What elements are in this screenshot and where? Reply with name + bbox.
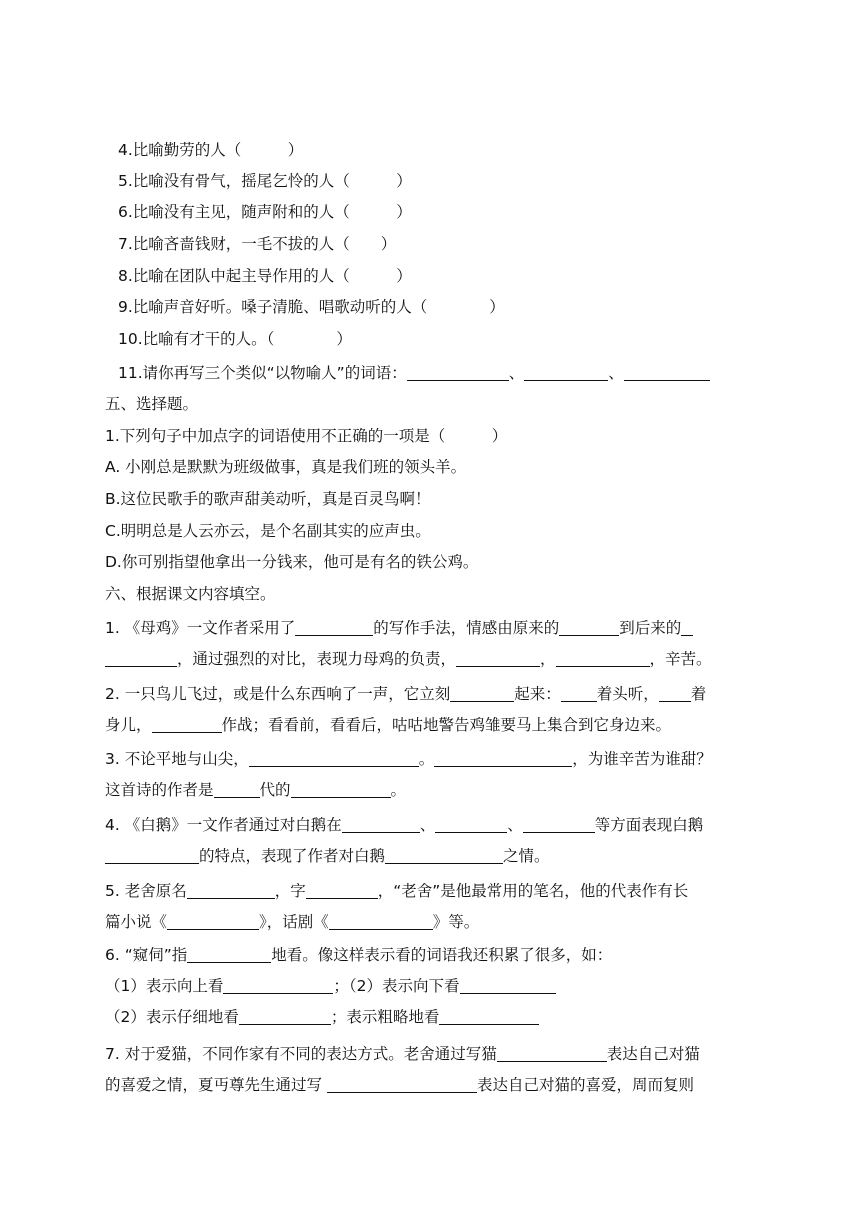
answer-blank[interactable]: [249, 749, 419, 767]
answer-blank[interactable]: [624, 363, 710, 381]
answer-blank[interactable]: [460, 976, 556, 994]
option-c: C.明明总是人云亦云，是个名副其实的应声虫。: [105, 522, 431, 540]
answer-blank[interactable]: [291, 780, 391, 798]
answer-blank[interactable]: [659, 684, 691, 702]
answer-blank[interactable]: [214, 780, 260, 798]
question-10: 10.比喻有才干的人。（ ）: [118, 330, 352, 348]
fill-3-line-2: 这首诗的作者是 代的 。: [105, 781, 407, 799]
fill-6-line-1: 6. “窥伺”指 地看。像这样表示看的词语我还积累了很多，如：: [105, 946, 613, 964]
section-5-title: 五、选择题。: [105, 395, 199, 413]
question-4: 4.比喻勤劳的人（ ）: [118, 141, 304, 159]
fill-4-line-2: 的特点，表现了作者对白鹅 之情。: [105, 845, 550, 867]
question-5: 5.比喻没有骨气，摇尾乞怜的人（ ）: [118, 172, 412, 190]
answer-blank[interactable]: [556, 649, 650, 667]
answer-blank[interactable]: [450, 684, 514, 702]
question-11-text: 11.请你再写三个类似“以物喻人”的词语：: [118, 364, 407, 382]
answer-blank[interactable]: [385, 846, 503, 864]
option-d: D.你可别指望他拿出一分钱来，他可是有名的铁公鸡。: [105, 553, 479, 571]
answer-blank[interactable]: [306, 881, 378, 899]
fill-2-line-2: 身儿， 作战；看看前，看看后，咕咕地警告鸡雏要马上集合到它身边来。: [105, 716, 672, 734]
question-8: 8.比喻在团队中起主导作用的人（ ）: [118, 267, 412, 285]
answer-blank[interactable]: [239, 1007, 331, 1025]
fill-7-line-1: 7. 对于爱猫，不同作家有不同的表达方式。老舍通过写猫 表达自己对猫: [105, 1045, 700, 1063]
answer-blank[interactable]: [105, 649, 177, 667]
question-9: 9.比喻声音好听。嗓子清脆、唱歌动听的人（ ）: [118, 298, 505, 316]
answer-blank[interactable]: [223, 976, 333, 994]
fill-5-line-2: 篇小说《 》，话剧《 》等。: [105, 913, 480, 931]
answer-blank[interactable]: [435, 815, 507, 833]
answer-blank[interactable]: [561, 684, 597, 702]
answer-blank[interactable]: [559, 618, 619, 636]
answer-blank[interactable]: [342, 815, 420, 833]
answer-blank[interactable]: [187, 945, 271, 963]
answer-blank[interactable]: [523, 815, 595, 833]
answer-blank[interactable]: [152, 715, 222, 733]
option-a: A. 小刚总是默默为班级做事，真是我们班的领头羊。: [105, 458, 467, 476]
answer-blank[interactable]: [681, 618, 693, 636]
fill-2-line-1: 2. 一只鸟儿飞过，或是什么东西响了一声，它立刻 起来： 着头听， 着: [105, 685, 707, 703]
question-11: 11.请你再写三个类似“以物喻人”的词语： 、 、: [118, 362, 710, 384]
answer-blank[interactable]: [187, 881, 275, 899]
answer-blank[interactable]: [407, 363, 509, 381]
question-7: 7.比喻吝啬钱财，一毛不拔的人（ ）: [118, 235, 397, 253]
answer-blank[interactable]: [105, 846, 199, 864]
question-6: 6.比喻没有主见，随声附和的人（ ）: [118, 203, 412, 221]
section-5-question-1: 1.下列句子中加点字的词语使用不正确的一项是（ ）: [105, 427, 508, 445]
answer-blank[interactable]: [434, 749, 572, 767]
fill-6-line-2: （1）表示向上看 ；（2）表示向下看: [105, 975, 556, 997]
fill-4-line-1: 4. 《白鹅》一文作者通过对白鹅在 、 、 等方面表现白鹅: [105, 816, 704, 834]
answer-blank[interactable]: [524, 363, 608, 381]
answer-blank[interactable]: [327, 1075, 477, 1093]
fill-1-line-1: 1. 《母鸡》一文作者采用了 的写作手法，情感由原来的 到后来的: [105, 617, 693, 639]
fill-5-line-1: 5. 老舍原名 ，字 ，“老舍”是他最常用的笔名，他的代表作有长: [105, 882, 689, 900]
fill-7-line-2: 的喜爱之情，夏丏尊先生通过写 表达自己对猫的喜爱，周而复则: [105, 1076, 694, 1094]
fill-1-line-2: ，通过强烈的对比，表现力母鸡的负责， ， ，辛苦。: [105, 648, 712, 670]
answer-blank[interactable]: [295, 618, 373, 636]
answer-blank[interactable]: [439, 1007, 539, 1025]
section-6-title: 六、根据课文内容填空。: [105, 585, 276, 603]
option-b: B.这位民歌手的歌声甜美动听，真是百灵鸟啊！: [105, 490, 431, 508]
answer-blank[interactable]: [329, 912, 433, 930]
fill-3-line-1: 3. 不论平地与山尖， 。 ，为谁辛苦为谁甜？: [105, 750, 712, 768]
answer-blank[interactable]: [167, 912, 259, 930]
answer-blank[interactable]: [497, 1044, 607, 1062]
fill-6-line-3: （2）表示仔细地看 ；表示粗略地看: [105, 1006, 539, 1028]
answer-blank[interactable]: [456, 649, 540, 667]
